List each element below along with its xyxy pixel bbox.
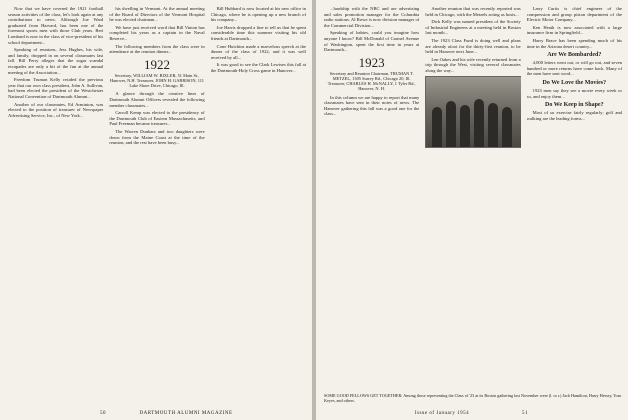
left-page [0,0,312,420]
class-year-heading: 1923 [358,54,385,70]
paragraph: Joe Harris dropped a line to tell us that he spent considerable time this summer visiting his old friends at Dartmouth... [210,24,306,41]
class-year-heading: 1922 [143,56,170,72]
class-officers: Secretary, WILLIAM W. BIXLER, 51 Main St., Hanover, N.H. Treasurer, JOHN H. GARRISON, 111 Lake Shore Drive, Chicago, Ill. [110,72,204,89]
paragraph: Dick Kelly was named president of the Society of Industrial Engineers at a meeting held in Boston last month... [425,19,521,36]
paragraph: Freedom Truman Kelly resided the previous year that our own class president, John A. Sullivan, had been elected the president of the Westchester National Convention of Dartmouth Alumni... [8,77,104,99]
class-officers: Secretary and Reunion Chairman, TRUMAN T. METZEL, 1305 Surrey Rd., Chicago 20, Ill. Treasurer, CHARLES H. McNALLY, 1 Tyler Rd., Hanover, N. H. [327,70,416,92]
paragraph: 4,000 letters went out, or will go out, and seven hundred or more returns have come back. Many of the men have sent word... [526,60,622,77]
paragraph: Speaking of babies, could you imagine how anyone I know? Bill McDonald of Carmel Avenue of Washington, spent the first time in years at Dartmouth... [324,30,420,53]
paragraph: Cone Hutchins made a marvelous speech at the dinner of the class of 1922, and it was well received by all... [210,43,306,60]
subheading: Do We Love the Movies? [542,79,607,86]
page-number: 51 [522,411,528,416]
page-number: 50 [100,411,106,416]
right-footer [316,411,628,416]
paragraph: Another reunion that was recently reported was held in Chicago, with the Metzels acting as hosts... [425,6,521,17]
paragraph: Harry Brace has been spending much of his time in the Arizona desert country... [526,37,622,49]
right-col-3 [527,6,622,402]
right-page [316,0,628,420]
paragraph: A glance through the creative lines of Dartmouth Alumni Officers revealed the following member classmates... [109,91,205,108]
paragraph: Another of our classmates, Ed Arminton, was elected to the position of treasurer of Newspaper Advertising Service, Inc., of New York... [8,101,104,118]
paragraph: Larry Curtis is chief engineer of the compression and group piston department of the Electric Motor Company... [526,6,622,23]
right-col-2 [425,6,520,402]
left-columns [8,6,306,402]
left-col-2 [109,6,204,402]
paragraph: The 1923 Class Fund is doing well and plans are already afoot for the thirty-first reunion, to be held in Hanover next June... [425,37,521,55]
magazine-title: DARTMOUTH ALUMNI MAGAZINE [139,411,233,416]
paragraph: his dwelling in Vermont. At the annual meeting of the Board of Directors of the Vermont Hospital he was elected chairman... [109,6,205,23]
paragraph: Ken Heath is now associated with a large insurance firm in Springfield... [526,24,622,36]
paragraph: 1923 men say they see a movie every week or so, and enjoy them... [526,87,622,99]
paragraph: Len Oakes and his wife recently returned from a trip through the West, visiting several classmates along the way... [425,56,521,73]
paragraph: The Warren Dunbars and two daughters were down from the Maine Coast at the time of the reunion, and the rest have been busy... [109,128,205,146]
paragraph: Carroll Kemp was elected to the presidency of the Dartmouth Club of Eastern Massachusetts, and Paul Freeman became treasurer... [109,110,205,127]
left-col-3 [211,6,306,402]
photo-caption: SOME GOOD FELLOWS GET TOGETHER: Among those representing the Class of '23 at its Boston gathering last November were (l. to r.) Jack Hamilton, Harry Hersey, Tom Keyes, and others. [324,393,621,403]
paragraph: ...hardship with the NBC and are advertising and sales promotion manager for the Columbia radio stations. Al Rowe is now division manager of the Commercial Division... [324,6,420,28]
paragraph: We have just received word that Bill Vinton has completed his years as a captain in the Naval Reserve... [109,24,205,41]
class-photo [425,76,520,148]
paragraph: Now that we have covered the 1921 football season activities of the class, let's look again at any contributions to news. Although Joe Ward graduated from Harvard, has been one of the foremost sports men with those Club years. Bert Lombard is now in the class of vice-president of his school department... [8,6,104,45]
right-columns [324,6,622,402]
paragraph: Speaking of reunions, Jess Hughes, his wife, and family, dropped in on several classmates last fall. Bill Perry alleges that the sugar scandal escapades are only a bit of the fun at the annual meeting of the Association... [8,47,104,75]
issue-date: Issue of January 1954 [414,411,470,416]
subheading: Do We Keep in Shape? [545,102,604,109]
paragraph: Most of us exercise fairly regularly; golf and walking are the leading forms... [526,110,622,121]
paragraph: It was good to see the Clark Lewises this fall at the Dartmouth-Holy Cross game in Hanover... [210,62,306,73]
paragraph: Bill Hubbard is now located at his new office in Chicago, where he is opening up a new branch of his company... [210,6,306,23]
subheading: Are We Bombarded? [547,52,602,59]
left-footer [0,411,312,416]
paragraph: The following members from the class were in attendance at the reunion dinner... [109,43,205,55]
right-col-1 [324,6,419,402]
paragraph: In this column we are happy to report that many classmates have sent in their notes of news. The Hanover gathering this fall was a good one for the class... [324,94,420,117]
left-col-1 [8,6,103,402]
